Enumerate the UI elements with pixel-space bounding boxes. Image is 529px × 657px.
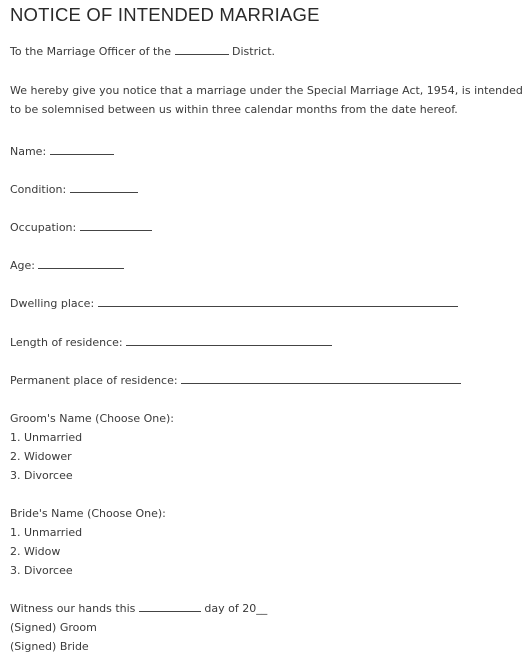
bride-option-3: 3. Divorcee xyxy=(10,564,73,577)
document-title: NOTICE OF INTENDED MARRIAGE xyxy=(10,4,320,25)
groom-option-3: 3. Divorcee xyxy=(10,469,73,482)
signed-groom: (Signed) Groom xyxy=(10,621,97,634)
field-condition xyxy=(10,180,138,199)
field-name-label: Name: xyxy=(10,145,47,158)
witness-day-blank xyxy=(139,600,201,612)
field-condition-label: Condition: xyxy=(10,183,67,196)
field-occupation xyxy=(10,218,152,237)
field-age-label: Age: xyxy=(10,259,35,272)
field-age-blank xyxy=(38,257,124,269)
witness-line xyxy=(10,599,267,618)
signed-bride: (Signed) Bride xyxy=(10,640,89,653)
field-dwelling-place xyxy=(10,294,458,313)
field-length-of-residence-label: Length of residence: xyxy=(10,336,123,349)
bride-option-1: 1. Unmarried xyxy=(10,526,83,539)
witness-middle: day of 20 xyxy=(204,602,257,615)
groom-option-2: 2. Widower xyxy=(10,450,72,463)
addressee-line xyxy=(10,42,275,61)
bride-option-2: 2. Widow xyxy=(10,545,61,558)
groom-option-1: 1. Unmarried xyxy=(10,431,83,444)
district-blank xyxy=(175,43,229,55)
field-dwelling-place-blank xyxy=(98,295,458,307)
witness-prefix: Witness our hands this xyxy=(10,602,136,615)
field-length-of-residence-blank xyxy=(126,334,332,346)
field-occupation-label: Occupation: xyxy=(10,221,77,234)
addressee-prefix: To the Marriage Officer of the xyxy=(10,45,172,58)
witness-year-blank: __ xyxy=(256,602,268,615)
field-name-blank xyxy=(50,143,114,155)
groom-heading: Groom's Name (Choose One): xyxy=(10,412,174,425)
bride-heading: Bride's Name (Choose One): xyxy=(10,507,166,520)
field-permanent-residence-label: Permanent place of residence: xyxy=(10,374,178,387)
field-dwelling-place-label: Dwelling place: xyxy=(10,297,95,310)
field-name xyxy=(10,142,114,161)
field-permanent-residence xyxy=(10,371,461,390)
field-condition-blank xyxy=(70,181,138,193)
field-age xyxy=(10,256,124,275)
field-permanent-residence-blank xyxy=(181,372,461,384)
intro-line-2: to be solemnised between us within three calendar months from the date hereof. xyxy=(10,103,458,116)
addressee-suffix: District. xyxy=(228,45,276,58)
field-length-of-residence xyxy=(10,333,332,352)
field-occupation-blank xyxy=(80,219,152,231)
intro-line-1: We hereby give you notice that a marriage under the Special Marriage Act, 1954, is intended xyxy=(10,84,523,97)
